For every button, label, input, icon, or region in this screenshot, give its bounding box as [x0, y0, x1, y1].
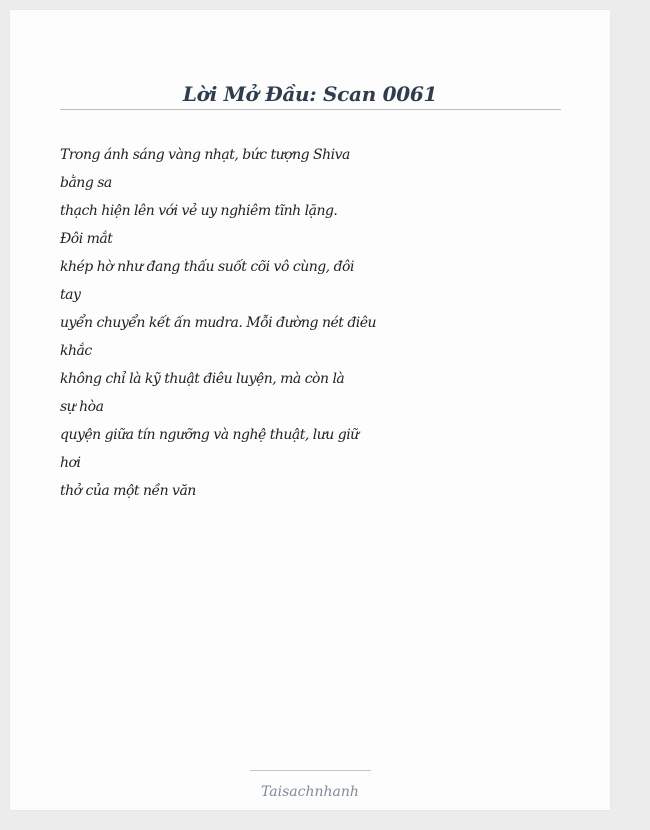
- text-line: sự hòa: [60, 399, 104, 415]
- text-line: hơi: [60, 455, 81, 471]
- text-line: thạch hiện lên với vẻ uy nghiêm tĩnh lặng.: [60, 203, 338, 219]
- text-line: bằng sa: [60, 175, 112, 191]
- title-divider: [60, 109, 561, 110]
- text-line: Trong ánh sáng vàng nhạt, bức tượng Shiva: [60, 147, 350, 163]
- page-title: Lời Mở Đầu: Scan 0061: [182, 82, 438, 106]
- text-line: thở của một nền văn: [60, 483, 196, 499]
- footer-divider: [250, 770, 371, 771]
- text-line: quyện giữa tín ngưỡng và nghệ thuật, lưu giữ: [60, 427, 359, 443]
- text-line: uyển chuyển kết ấn mudra. Mỗi đường nét điêu: [60, 315, 377, 331]
- text-line: Đôi mắt: [60, 231, 113, 247]
- text-line: khắc: [60, 343, 92, 359]
- footer-source: Taisachnhanh: [261, 784, 359, 800]
- text-line: khép hờ như đang thấu suốt cõi vô cùng, đôi: [60, 259, 354, 275]
- text-line: không chỉ là kỹ thuật điêu luyện, mà còn là: [60, 371, 345, 387]
- text-line: tay: [60, 287, 81, 303]
- body-text: [60, 141, 420, 505]
- document-page: [10, 10, 610, 810]
